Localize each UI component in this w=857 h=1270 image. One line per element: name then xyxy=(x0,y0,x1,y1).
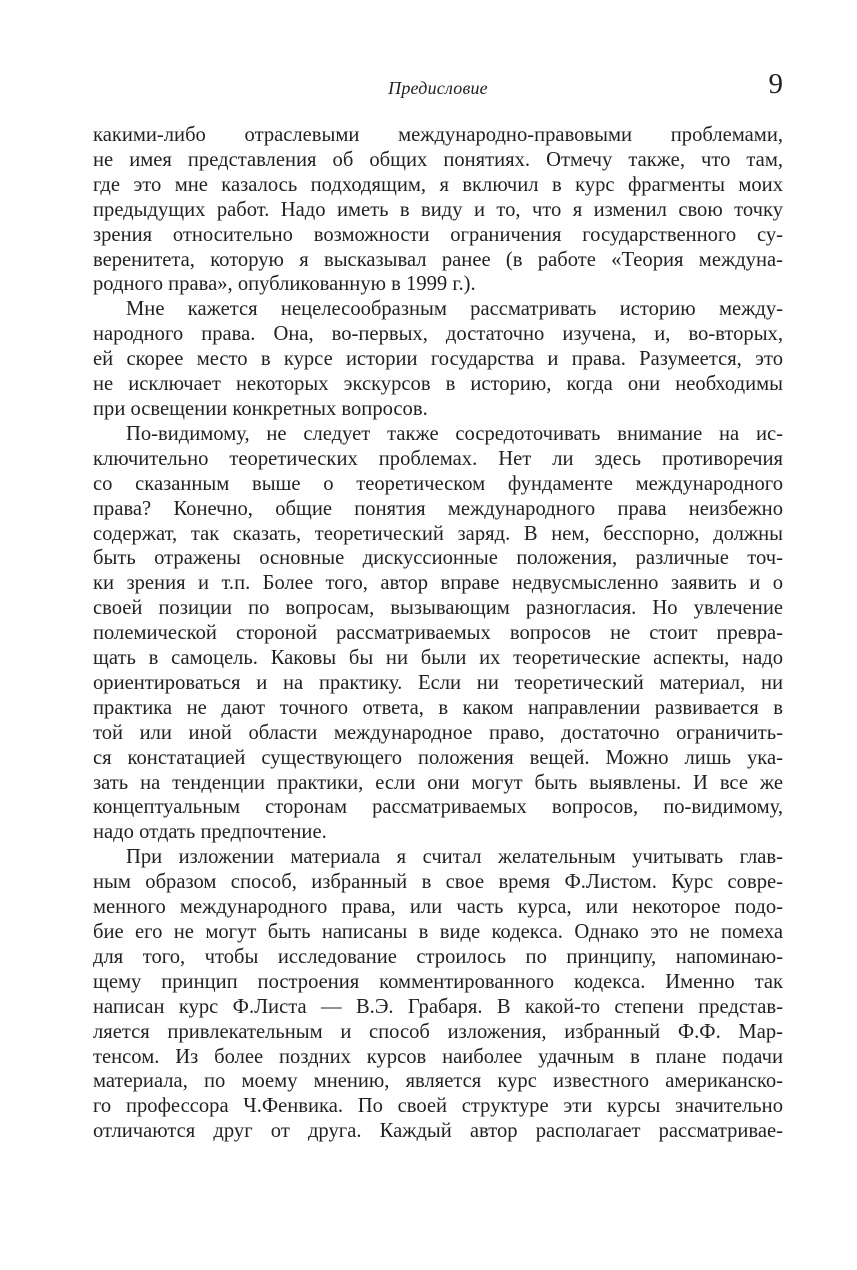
text-line: зрения относительно возможности ограничения государственного су- xyxy=(93,223,783,246)
text-line: отличаются друг от друга. Каждый автор располагает рассматривае- xyxy=(93,1120,783,1143)
paragraph xyxy=(93,422,783,845)
running-title: Предисловие xyxy=(388,78,488,98)
text-line: щему принцип построения комментированного кодекса. Именно так xyxy=(93,970,783,993)
text-line: со сказанным выше о теоретическом фундаменте международного xyxy=(93,472,783,495)
text-line: для того, чтобы исследование строилось по принципу, напоминаю- xyxy=(93,945,783,968)
text-line: практика не дают точного ответа, в каком направлении развивается в xyxy=(93,696,783,719)
text-line: бие его не могут быть написаны в виде кодекса. Однако это не помеха xyxy=(93,921,783,943)
running-head xyxy=(93,68,783,106)
text-line: полемической стороной рассматриваемых вопросов не стоит превра- xyxy=(93,622,783,645)
text-line: народного права. Она, во-первых, достаточно изучена, и, во-вторых, xyxy=(93,323,783,346)
text-line: ей скорее место в курсе истории государства и права. Разумеется, это xyxy=(93,348,783,371)
text-line: родного права», опубликованную в 1999 г.). xyxy=(93,273,476,296)
text-line: написан курс Ф.Листа — В.Э. Грабаря. В какой-то степени представ- xyxy=(93,995,783,1018)
page-number: 9 xyxy=(768,68,783,100)
text-line: своей позиции по вопросам, вызывающим разногласия. Но увлечение xyxy=(93,597,783,620)
text-line: при освещении конкретных вопросов. xyxy=(93,397,428,420)
text-line: не имея представления об общих понятиях. Отмечу также, что там, xyxy=(93,148,783,171)
text-line: права? Конечно, общие понятия международного права неизбежно xyxy=(93,497,783,520)
text-line: ориентироваться и на практику. Если ни теоретический материал, ни xyxy=(93,671,783,694)
text-line: зать на тенденции практики, если они могут быть выявлены. И все же xyxy=(93,771,783,794)
text-line: концептуальным сторонам рассматриваемых вопросов, по-видимому, xyxy=(93,796,783,819)
text-line: щать в самоцель. Каковы бы ни были их теоретические аспекты, надо xyxy=(93,647,783,670)
text-line: тенсом. Из более поздних курсов наиболее удачным в плане подачи xyxy=(93,1045,783,1068)
text-line: ным образом способ, избранный в свое время Ф.Листом. Курс совре- xyxy=(93,871,783,894)
text-line: ляется привлекательным и способ изложения, избранный Ф.Ф. Мар- xyxy=(93,1020,783,1043)
text-line: При изложении материала я считал желательным учитывать глав- xyxy=(126,846,783,869)
text-line: надо отдать предпочтение. xyxy=(93,821,327,844)
text-line: ключительно теоретических проблемах. Нет ли здесь противоречия xyxy=(93,447,783,470)
text-line: веренитета, которую я высказывал ранее (в работе «Теория междуна- xyxy=(93,248,783,271)
text-line: материала, по моему мнению, является курс известного американско- xyxy=(93,1070,783,1093)
paragraph xyxy=(93,845,783,1144)
text-line: менного международного права, или часть курса, или некоторое подо- xyxy=(93,896,783,919)
body-text xyxy=(93,123,783,1144)
text-line: не исключает некоторых экскурсов в историю, когда они необходимы xyxy=(93,373,783,396)
text-line: быть отражены основные дискуссионные положения, различные точ- xyxy=(93,547,783,570)
text-line: какими-либо отраслевыми международно-правовыми проблемами, xyxy=(93,124,783,146)
paragraph xyxy=(93,123,783,297)
paragraph xyxy=(93,297,783,422)
text-line: го профессора Ч.Фенвика. По своей структуре эти курсы значительно xyxy=(93,1095,783,1118)
text-line: где это мне казалось подходящим, я включил в курс фрагменты моих xyxy=(93,173,783,196)
text-line: предыдущих работ. Надо иметь в виду и то, что я изменил свою точку xyxy=(93,198,783,221)
text-line: ки зрения и т.п. Более того, автор вправе недвусмысленно заявить и о xyxy=(93,572,783,595)
text-line: содержат, так сказать, теоретический заряд. В нем, бесспорно, должны xyxy=(93,522,783,545)
text-line: Мне кажется нецелесообразным рассматривать историю между- xyxy=(126,298,783,321)
text-line: ся констатацией существующего положения вещей. Можно лишь ука- xyxy=(93,746,783,769)
text-line: По-видимому, не следует также сосредоточивать внимание на ис- xyxy=(126,422,783,445)
text-line: той или иной области международное право, достаточно ограничить- xyxy=(93,721,783,744)
